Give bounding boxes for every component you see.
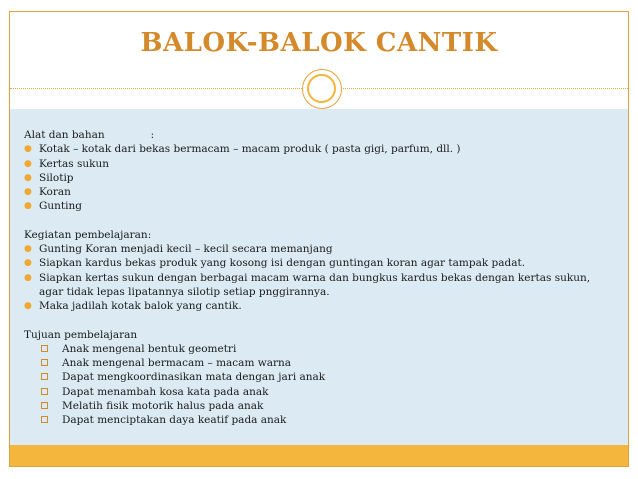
square-bullet-icon <box>41 388 48 395</box>
bullet-icon: ● <box>24 272 32 283</box>
list-item <box>24 185 618 199</box>
list-item <box>24 157 618 171</box>
ring-ornament-icon <box>302 69 342 109</box>
list-item <box>24 199 618 213</box>
spacer <box>24 214 618 228</box>
list-item <box>24 256 618 270</box>
section-heading-tujuan: Tujuan pembelajaran <box>24 328 138 341</box>
bullet-icon: ● <box>24 301 32 312</box>
list-item <box>24 399 618 413</box>
section-heading-alat <box>24 128 618 142</box>
bullet-icon: ● <box>24 172 32 183</box>
slide-title: BALOK-BALOK CANTIK <box>140 28 498 58</box>
list-item-text: Dapat mengkoordinasikan mata dengan jari anak <box>62 371 326 384</box>
list-item-text: Gunting <box>39 200 82 213</box>
list-item <box>24 242 618 256</box>
list-item-text: agar tidak lepas lipatannya silotip setiap pnggirannya. <box>39 285 330 298</box>
list-item-text: Melatih fisik motorik halus pada anak <box>62 400 264 413</box>
list-item-text: Siapkan kardus bekas produk yang kosong isi dengan guntingan koran agar tampak padat. <box>39 257 526 270</box>
square-bullet-icon <box>41 345 48 352</box>
list-item <box>24 271 618 285</box>
content-panel <box>10 109 628 445</box>
list-item-continuation <box>24 285 618 299</box>
list-item-text: Gunting Koran menjadi kecil – kecil secara memanjang <box>39 243 333 256</box>
spacer <box>24 314 618 328</box>
list-item-text: Anak mengenal bentuk geometri <box>62 342 237 355</box>
bullet-icon: ● <box>24 187 32 198</box>
list-item-text: Siapkan kertas sukun dengan berbagai macam warna dan bungkus kardus bekas dengan kertas sukun, <box>39 271 591 284</box>
square-bullet-icon <box>41 359 48 366</box>
alat-heading-text: Alat dan bahan <box>24 129 105 141</box>
list-item <box>24 142 618 156</box>
list-item-text: Maka jadilah kotak balok yang cantik. <box>39 300 242 313</box>
list-item <box>24 385 618 399</box>
list-item-text: Anak mengenal bermacam – macam warna <box>62 357 292 370</box>
bullet-icon: ● <box>24 258 32 269</box>
list-item-text: Silotip <box>39 171 74 184</box>
list-item-text: Dapat menambah kosa kata pada anak <box>62 385 269 398</box>
list-item <box>24 356 618 370</box>
bullet-icon: ● <box>24 158 32 169</box>
alat-heading-colon: : <box>150 129 155 141</box>
bullet-icon: ● <box>24 144 32 155</box>
list-item <box>24 342 618 356</box>
list-item <box>24 171 618 185</box>
square-bullet-icon <box>41 416 48 423</box>
square-bullet-icon <box>41 402 48 409</box>
list-item <box>24 370 618 384</box>
list-item-text: Kertas sukun <box>39 157 110 170</box>
footer-bar <box>10 445 628 466</box>
list-item-text: Koran <box>39 186 71 199</box>
bullet-icon: ● <box>24 201 32 212</box>
list-item-text: Kotak – kotak dari bekas bermacam – macam produk ( pasta gigi, parfum, dll. ) <box>39 143 461 156</box>
section-heading-kegiatan: Kegiatan pembelajaran: <box>24 228 152 241</box>
list-item <box>24 413 618 427</box>
list-item <box>24 299 618 313</box>
square-bullet-icon <box>41 373 48 380</box>
list-item-text: Dapat menciptakan daya keatif pada anak <box>62 414 287 427</box>
bullet-icon: ● <box>24 244 32 255</box>
